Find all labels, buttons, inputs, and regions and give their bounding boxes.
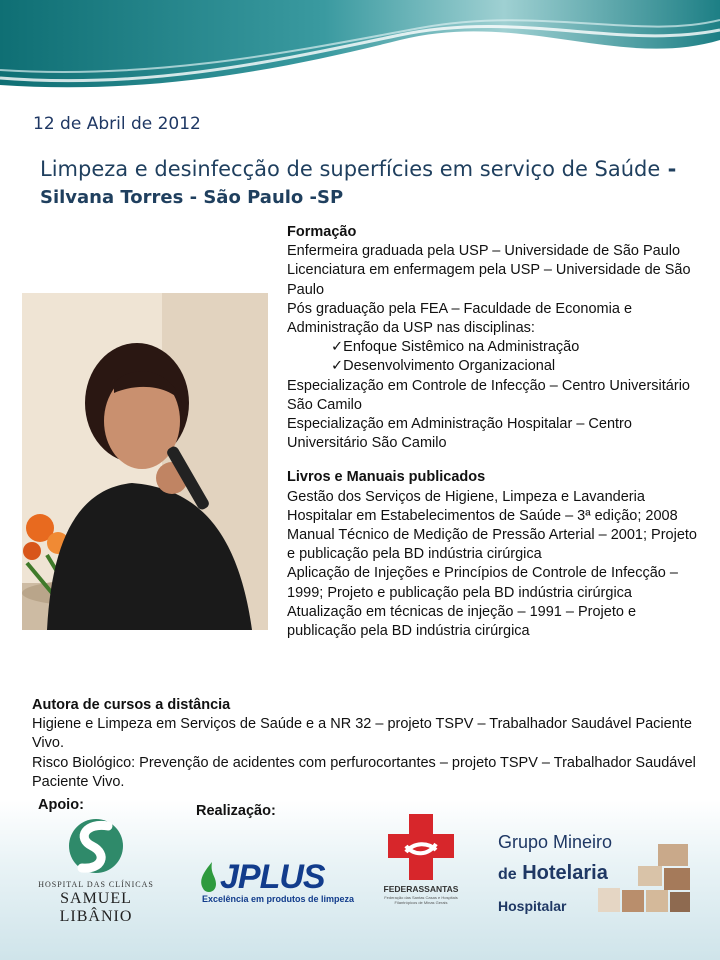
livros-heading: Livros e Manuais publicados (287, 469, 486, 486)
speaker-bio (287, 223, 707, 641)
especializacao-line: Especialização em Controle de Infecção – Centro Universitário São Camilo (287, 377, 690, 413)
grupo-mineiro-logo (498, 832, 708, 922)
gm-line2 (498, 862, 608, 885)
course-line: Higiene e Limpeza em Serviços de Saúde e a NR 32 – projeto TSPV – Trabalhador Saudável Paciente Vivo. (32, 716, 692, 752)
courses-section (32, 696, 707, 792)
hc-big-text: SAMUEL LIBÂNIO (59, 890, 133, 925)
realizacao-label: Realização: (196, 803, 276, 819)
federassantas-description: Federação das Santas Casas e Hospitais Filantrópicos de Minas Gerais (384, 895, 458, 905)
course-line: Risco Biológico: Prevenção de acidentes com perfurocortantes – projeto TSPV – Trabalhador Saudável Paciente Vivo. (32, 754, 696, 790)
speaker-name: Silvana Torres - São Paulo -SP (40, 187, 344, 208)
page-title (40, 156, 700, 211)
formacao-heading: Formação (287, 224, 357, 240)
apoio-label: Apoio: (38, 797, 84, 813)
formacao-line: Enfermeira graduada pela USP – Universidade de São Paulo (287, 243, 681, 260)
disciplina-item: ✓Desenvolvimento Organizacional (331, 358, 556, 375)
livro-line: Manual Técnico de Medição de Pressão Arterial – 2001; Projeto e publicação pela BD indústria cirúrgica (287, 527, 698, 563)
courses-heading: Autora de cursos a distância (32, 697, 231, 713)
livro-line: Atualização em técnicas de injeção – 1991 – Projeto e publicação pela BD indústria cirúrgica (287, 603, 637, 640)
disciplina-item: ✓Enfoque Sistêmico na Administração (331, 339, 580, 356)
gm-hotelaria: Hotelaria (522, 862, 608, 884)
header-wave-banner (0, 0, 720, 100)
jplus-tagline: Excelência em produtos de limpeza (202, 894, 355, 904)
gm-line1: Grupo Mineiro (498, 832, 613, 852)
federassantas-logo (380, 812, 462, 912)
red-cross-icon (380, 812, 462, 882)
livro-line: Gestão dos Serviços de Higiene, Limpeza e Lavanderia Hospitalar em Estabelecimentos de Saúde – 3ª edição; 2008 (287, 488, 678, 524)
speaker-photo (22, 293, 268, 630)
event-date: 12 de Abril de 2012 (33, 114, 201, 134)
jplus-wordmark: JPLUS (220, 858, 325, 896)
livro-line: Aplicação de Injeções e Princípios de Controle de Infecção – 1999; Projeto e publicação pela BD indústria cirúrgica (287, 565, 678, 601)
photo-collage-icon (598, 844, 690, 914)
formacao-line: Licenciatura em enfermagem pela USP – Universidade de São Paulo (287, 262, 691, 298)
formacao-line: Pós graduação pela FEA – Faculdade de Economia e Administração da USP nas disciplinas: (287, 300, 633, 337)
hospital-clinicas-logo (26, 818, 166, 925)
especializacao-line: Especialização em Administração Hospitalar – Centro Universitário São Camilo (287, 416, 632, 452)
hc-emblem-icon (26, 818, 166, 880)
jplus-logo (196, 858, 356, 910)
drop-icon (196, 860, 222, 896)
title-main: Limpeza e desinfecção de superfícies em serviço de Saúde (40, 157, 661, 181)
federassantas-name: FEDERASSANTAS (383, 884, 459, 894)
gm-line3: Hospitalar (498, 898, 567, 914)
title-separator: - (660, 157, 677, 181)
hc-small-text: HOSPITAL DAS CLÍNICAS (38, 880, 154, 889)
gm-de: de (498, 866, 517, 883)
